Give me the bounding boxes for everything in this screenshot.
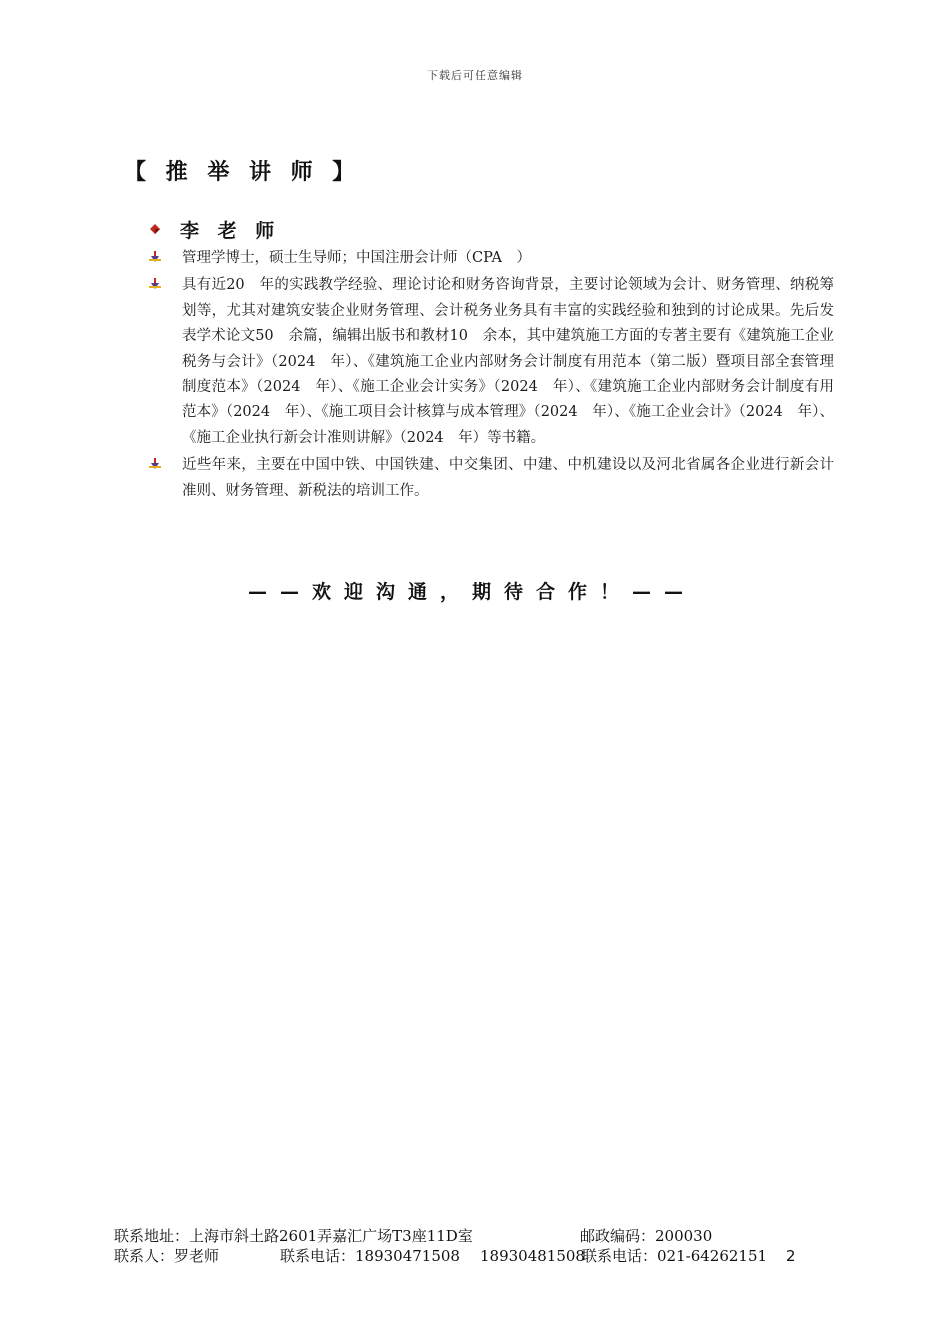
item-text: 管理学博士，硕士生导师；中国注册会计师（CPA ）: [182, 250, 531, 266]
item-text: 近些年来，主要在中国中铁、中国铁建、中交集团、中建、中机建设以及河北省属各企业进行新会计准则、财务管理、新税法的培训工作。: [182, 457, 834, 499]
closing-slogan: ——欢迎沟通，期待合作！——: [248, 581, 697, 603]
teacher-name-row: [148, 214, 838, 244]
diamond-arrow-icon: [148, 222, 162, 236]
footer-phone-2: 18930481508: [480, 1247, 585, 1265]
cross-arrow-icon: [148, 457, 162, 471]
item-text: 具有近20 年的实践教学经验、理论讨论和财务咨询背景，主要讨论领域为会计、财务管理、纳税筹划等，尤其对建筑安装企业财务管理、会计税务业务具有丰富的实践经验和独到的讨论成果。先后发表学术论文50 余篇，编辑出版书和教材10 余本，其中建筑施工方面的专著主要有《建筑施工企业税务与会计》（2024 年）、《建筑施工企业内部财务会计制度有用范本（第二版）暨项目部全套管理制度范本》（2024 年）、《施工企业会计实务》（2024 年）、《建筑施工企业内部财务会计制度有用范本》（2024 年）、《施工项目会计核算与成本管理》（2024 年）、《施工企业会计》（2024 年）、《施工企业执行新会计准则讲解》（2024 年）等书籍。: [182, 277, 834, 446]
section-title: 【 推 举 讲 师 】: [124, 160, 361, 185]
cross-arrow-icon: [148, 250, 162, 264]
footer-contact-person: 联系人：罗老师: [114, 1247, 220, 1265]
footer-phone-3: 联系电话：021-64262151: [582, 1247, 768, 1265]
list-item: [148, 453, 838, 504]
list-item: [148, 273, 838, 451]
teacher-profile: [148, 214, 838, 504]
footer-postcode: 邮政编码：200030: [580, 1227, 713, 1245]
footer-phone-1: 联系电话：18930471508: [280, 1247, 460, 1265]
cross-arrow-icon: [148, 277, 162, 291]
page-number: 2: [786, 1247, 796, 1265]
header-note: 下载后可任意编辑: [427, 69, 523, 82]
footer-address: 联系地址：上海市斜土路2601弄嘉汇广场T3座11D室: [114, 1227, 473, 1245]
teacher-name: 李 老 师: [180, 219, 281, 242]
list-item: [148, 246, 838, 271]
